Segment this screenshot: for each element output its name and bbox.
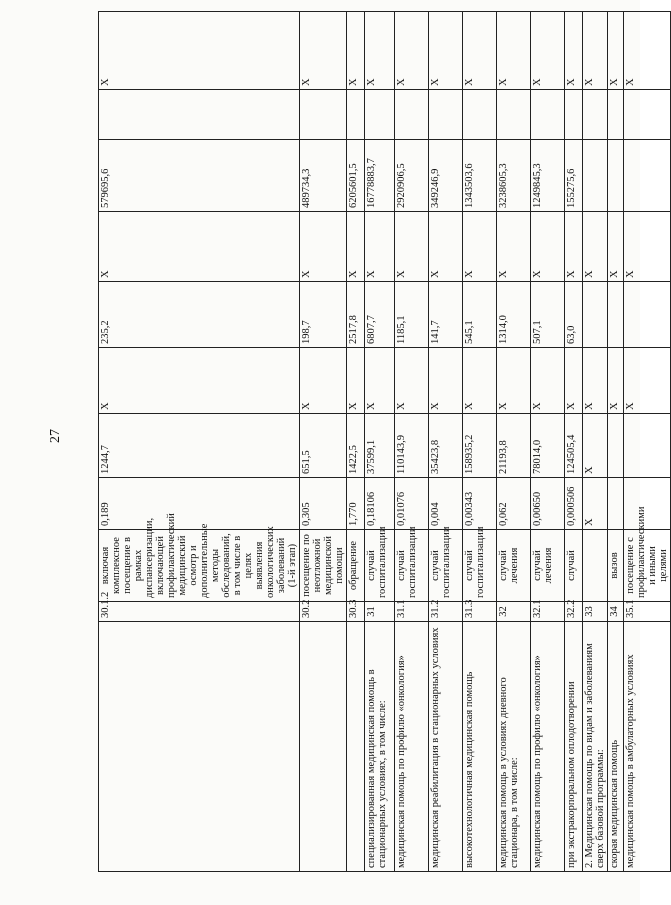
cell-c4 bbox=[608, 140, 624, 212]
cell-c3: X bbox=[347, 212, 365, 282]
cell-c4: 579695,6 bbox=[99, 140, 300, 212]
cell-c3: X bbox=[565, 212, 583, 282]
cell-num: 32 bbox=[497, 602, 531, 622]
cell-c1: X bbox=[365, 348, 395, 414]
cell-name: медицинская помощь в условиях дневного стационара, в том числе: bbox=[497, 622, 531, 872]
cell-name bbox=[300, 622, 347, 872]
cell-norm: 0,062 bbox=[497, 478, 531, 530]
cell-c5 bbox=[395, 90, 429, 140]
cell-norm bbox=[624, 478, 671, 530]
cell-c1: X bbox=[565, 348, 583, 414]
cell-norm: 0,189 bbox=[99, 478, 300, 530]
cell-norm: 0,00343 bbox=[463, 478, 497, 530]
cell-cost: 1422,5 bbox=[347, 414, 365, 478]
cell-num: 35.1 bbox=[624, 602, 671, 622]
cell-c6: X bbox=[531, 12, 565, 90]
table-row bbox=[608, 12, 624, 872]
cell-c2 bbox=[608, 282, 624, 348]
cell-cost bbox=[608, 414, 624, 478]
cell-norm: 0,004 bbox=[429, 478, 463, 530]
cell-c5 bbox=[565, 90, 583, 140]
cell-c1: X bbox=[497, 348, 531, 414]
cell-c2: 63,0 bbox=[565, 282, 583, 348]
cell-cost: 110143,9 bbox=[395, 414, 429, 478]
cell-c3: X bbox=[300, 212, 347, 282]
cell-c1: X bbox=[429, 348, 463, 414]
cell-c6: X bbox=[463, 12, 497, 90]
cell-num: 31.3 bbox=[463, 602, 497, 622]
cell-unit bbox=[583, 530, 608, 602]
cell-unit: включая комплексное посещение в рамках диспансеризации, включающей профилактический медицинский осмотр и дополнительные методы обследований, в том числе в целях выявления онкологических заболеваний (1-й этап) bbox=[99, 530, 300, 602]
cell-unit: посещение с профилактическими и иными целями bbox=[624, 530, 671, 602]
table-row bbox=[463, 12, 497, 872]
cell-c2: 235,2 bbox=[99, 282, 300, 348]
table-row bbox=[565, 12, 583, 872]
cell-c3: X bbox=[365, 212, 395, 282]
cell-num: 32.2 bbox=[565, 602, 583, 622]
cell-c5 bbox=[608, 90, 624, 140]
cell-name: медицинская помощь по профилю «онкология» bbox=[395, 622, 429, 872]
cell-cost: X bbox=[583, 414, 608, 478]
page-number: 27 bbox=[48, 429, 63, 443]
cell-name: медицинская реабилитация в стационарных условиях bbox=[429, 622, 463, 872]
cell-c4: 16778883,7 bbox=[365, 140, 395, 212]
table-row bbox=[624, 12, 671, 872]
cell-norm: 0,18106 bbox=[365, 478, 395, 530]
cell-c1: X bbox=[463, 348, 497, 414]
cell-c6: X bbox=[608, 12, 624, 90]
cell-c5 bbox=[347, 90, 365, 140]
table-row bbox=[497, 12, 531, 872]
cell-unit: обращение bbox=[347, 530, 365, 602]
cell-c2: 141,7 bbox=[429, 282, 463, 348]
cell-name: 2. Медицинская помощь по видам и заболеваниям сверх базовой программы: bbox=[583, 622, 608, 872]
cell-unit: случай госпитализации bbox=[429, 530, 463, 602]
cell-c4: 349246,9 bbox=[429, 140, 463, 212]
cell-unit: случай bbox=[565, 530, 583, 602]
cell-c1: X bbox=[99, 348, 300, 414]
data-table bbox=[98, 11, 671, 872]
cell-c3: X bbox=[583, 212, 608, 282]
cell-norm: 1,770 bbox=[347, 478, 365, 530]
cell-num: 31.1 bbox=[395, 602, 429, 622]
table-row bbox=[395, 12, 429, 872]
cell-unit: посещение по неотложной медицинской помощи bbox=[300, 530, 347, 602]
cell-unit: случай лечения bbox=[531, 530, 565, 602]
table-row bbox=[347, 12, 365, 872]
cell-unit: случай госпитализации bbox=[463, 530, 497, 602]
cell-c2: 545,1 bbox=[463, 282, 497, 348]
cell-c3: X bbox=[463, 212, 497, 282]
cell-c4: 155275,6 bbox=[565, 140, 583, 212]
cell-num: 32.1 bbox=[531, 602, 565, 622]
cell-norm bbox=[608, 478, 624, 530]
cell-name: скорая медицинская помощь bbox=[608, 622, 624, 872]
cell-c3: X bbox=[429, 212, 463, 282]
cell-unit: вызов bbox=[608, 530, 624, 602]
cell-c4: 2920906,5 bbox=[395, 140, 429, 212]
table-row bbox=[300, 12, 347, 872]
cell-name: медицинская помощь по профилю «онкология» bbox=[531, 622, 565, 872]
cell-c1: X bbox=[395, 348, 429, 414]
table-row bbox=[583, 12, 608, 872]
cell-num: 30.3 bbox=[347, 602, 365, 622]
cell-c4 bbox=[624, 140, 671, 212]
cell-c5 bbox=[583, 90, 608, 140]
cell-name: медицинская помощь в амбулаторных условиях bbox=[624, 622, 671, 872]
cell-c2: 507,1 bbox=[531, 282, 565, 348]
cell-c5 bbox=[463, 90, 497, 140]
cell-cost: 124505,4 bbox=[565, 414, 583, 478]
cell-c4: 489734,3 bbox=[300, 140, 347, 212]
cell-cost: 35423,8 bbox=[429, 414, 463, 478]
table-row bbox=[365, 12, 395, 872]
cell-c1: X bbox=[531, 348, 565, 414]
cell-c2 bbox=[624, 282, 671, 348]
cell-num: 31 bbox=[365, 602, 395, 622]
cell-norm: 0,01076 bbox=[395, 478, 429, 530]
cell-c6: X bbox=[565, 12, 583, 90]
cell-c4: 1343503,6 bbox=[463, 140, 497, 212]
cell-num: 33 bbox=[583, 602, 608, 622]
cell-name bbox=[99, 622, 300, 872]
cell-name bbox=[347, 622, 365, 872]
cell-num: 31.2 bbox=[429, 602, 463, 622]
cell-c6: X bbox=[99, 12, 300, 90]
cell-cost: 651,5 bbox=[300, 414, 347, 478]
cell-c5 bbox=[300, 90, 347, 140]
cell-c6: X bbox=[365, 12, 395, 90]
cell-cost: 21193,8 bbox=[497, 414, 531, 478]
cell-c5 bbox=[429, 90, 463, 140]
cell-cost: 78014,0 bbox=[531, 414, 565, 478]
cell-name: при экстракорпоральном оплодотворении bbox=[565, 622, 583, 872]
cell-c6: X bbox=[624, 12, 671, 90]
cell-num: 30.2 bbox=[300, 602, 347, 622]
cell-c5 bbox=[365, 90, 395, 140]
cell-c4: 3238605,3 bbox=[497, 140, 531, 212]
cell-c4 bbox=[583, 140, 608, 212]
cell-unit: случай лечения bbox=[497, 530, 531, 602]
cell-c5 bbox=[624, 90, 671, 140]
cell-c1: X bbox=[347, 348, 365, 414]
cell-c6: X bbox=[583, 12, 608, 90]
cell-c4: 6205601,5 bbox=[347, 140, 365, 212]
cell-cost: 1244,7 bbox=[99, 414, 300, 478]
cell-c2: 198,7 bbox=[300, 282, 347, 348]
cell-c2: 1185,1 bbox=[395, 282, 429, 348]
cell-c2: 1314,0 bbox=[497, 282, 531, 348]
cell-name: специализированная медицинская помощь в стационарных условиях, в том числе: bbox=[365, 622, 395, 872]
cell-num: 34 bbox=[608, 602, 624, 622]
table-row bbox=[429, 12, 463, 872]
cell-c6: X bbox=[395, 12, 429, 90]
cell-c2: 2517,8 bbox=[347, 282, 365, 348]
cell-c5 bbox=[497, 90, 531, 140]
cell-unit: случай госпитализации bbox=[365, 530, 395, 602]
cell-c6: X bbox=[300, 12, 347, 90]
cell-c1: X bbox=[583, 348, 608, 414]
cell-c5 bbox=[531, 90, 565, 140]
cell-c6: X bbox=[347, 12, 365, 90]
cell-c4: 1249845,3 bbox=[531, 140, 565, 212]
cell-cost: 37599,1 bbox=[365, 414, 395, 478]
cell-c3: X bbox=[497, 212, 531, 282]
cell-num: 30.1.2 bbox=[99, 602, 300, 622]
cell-c6: X bbox=[429, 12, 463, 90]
cell-c1: X bbox=[624, 348, 671, 414]
rotated-table-sheet bbox=[98, 12, 670, 872]
cell-cost: 158935,2 bbox=[463, 414, 497, 478]
cell-c1: X bbox=[608, 348, 624, 414]
cell-c6: X bbox=[497, 12, 531, 90]
cell-c3: X bbox=[531, 212, 565, 282]
cell-norm: 0,000506 bbox=[565, 478, 583, 530]
cell-c2 bbox=[583, 282, 608, 348]
table-row bbox=[99, 12, 300, 872]
cell-c3: X bbox=[624, 212, 671, 282]
cell-c2: 6807,7 bbox=[365, 282, 395, 348]
cell-c1: X bbox=[300, 348, 347, 414]
cell-unit: случай госпитализации bbox=[395, 530, 429, 602]
table-row bbox=[531, 12, 565, 872]
cell-norm: 0,00650 bbox=[531, 478, 565, 530]
cell-norm: X bbox=[583, 478, 608, 530]
cell-name: высокотехнологичная медицинская помощь bbox=[463, 622, 497, 872]
cell-norm: 0,305 bbox=[300, 478, 347, 530]
cell-c5 bbox=[99, 90, 300, 140]
cell-c3: X bbox=[395, 212, 429, 282]
cell-cost bbox=[624, 414, 671, 478]
cell-c3: X bbox=[608, 212, 624, 282]
cell-c3: X bbox=[99, 212, 300, 282]
